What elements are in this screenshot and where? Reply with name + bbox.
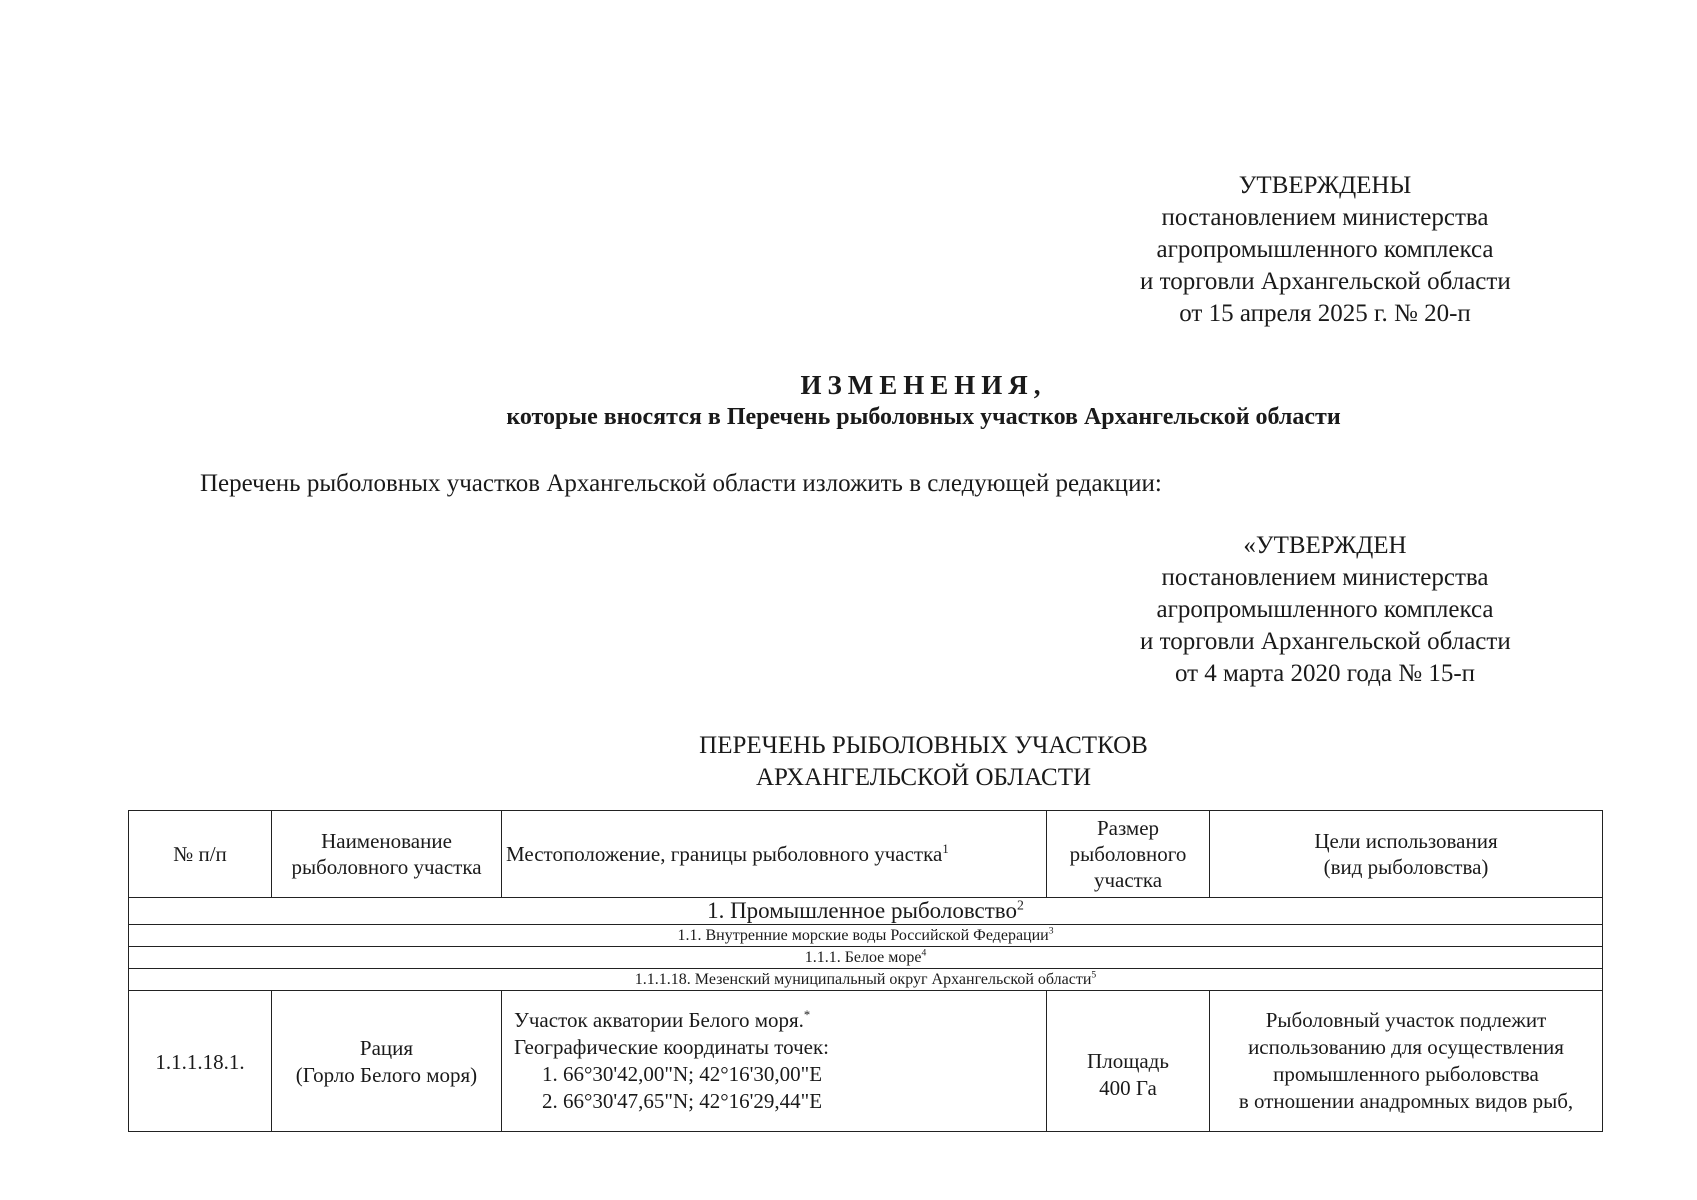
header-size-line: рыболовного (1069, 842, 1187, 866)
footnote-marker: 4 (921, 947, 927, 959)
row-goal-line: в отношении анадромных видов рыб, (1238, 1089, 1574, 1113)
section-cell (129, 898, 1603, 925)
footnote-marker: 5 (1091, 969, 1097, 981)
approval-bottom-line: «УТВЕРЖДЕН (1243, 532, 1407, 559)
list-title-line: ПЕРЕЧЕНЬ РЫБОЛОВНЫХ УЧАСТКОВ (699, 732, 1148, 759)
table-header-row (129, 811, 1603, 898)
row-name (272, 991, 502, 1132)
section-row (129, 969, 1603, 991)
section-title: 1.1. Внутренние морские воды Российской Федерации (677, 926, 1049, 944)
coordinate-item: 2. 66°30'47,65"N; 42°16'29,44"E (542, 1089, 823, 1113)
list-title-line: АРХАНГЕЛЬСКОЙ ОБЛАСТИ (755, 764, 1092, 791)
section-title: 1.1.1.18. Мезенский муниципальный округ Архангельской области (634, 970, 1092, 988)
footnote-marker: * (803, 1008, 811, 1022)
footnote-marker: 3 (1048, 925, 1054, 937)
section-title: 1. Промышленное рыболовство (707, 898, 1018, 923)
header-name (272, 811, 502, 898)
approval-bottom-line: и торговли Архангельской области (1140, 628, 1511, 655)
header-name-line: рыболовного участка (291, 855, 482, 879)
header-size-line: участка (1093, 868, 1163, 892)
section-cell (129, 925, 1603, 947)
fishing-areas-table (128, 810, 1603, 1132)
row-location (502, 991, 1047, 1132)
row-name-line: Рация (359, 1036, 414, 1060)
header-goal (1210, 811, 1603, 898)
list-title (0, 730, 1697, 794)
row-goal (1210, 991, 1603, 1132)
row-location-text: Участок акватории Белого моря. (514, 1008, 804, 1032)
coordinate-item: 1. 66°30'42,00"N; 42°16'30,00"E (542, 1062, 823, 1086)
section-row (129, 925, 1603, 947)
row-goal-line: использованию для осуществления (1248, 1035, 1564, 1059)
header-num: № п/п (129, 811, 272, 898)
row-goal-line: Рыболовный участок подлежит (1265, 1008, 1547, 1032)
header-size-line: Размер (1096, 816, 1160, 840)
row-location-line (514, 1007, 1042, 1034)
footnote-marker: 2 (1017, 897, 1024, 913)
section-cell (129, 947, 1603, 969)
approval-bottom-line: от 4 марта 2020 года № 15-п (1174, 660, 1476, 687)
approval-top-line: от 15 апреля 2025 г. № 20-п (1179, 300, 1471, 327)
approval-stamp-top (1140, 170, 1510, 330)
row-size-line: 400 Га (1099, 1076, 1157, 1100)
section-row (129, 898, 1603, 925)
section-row (129, 947, 1603, 969)
row-name-line: (Горло Белого моря) (295, 1063, 478, 1087)
section-cell (129, 969, 1603, 991)
row-size-line: Площадь (1087, 1049, 1169, 1073)
header-location (502, 811, 1047, 898)
header-name-line: Наименование (321, 829, 452, 853)
approval-bottom-line: постановлением министерства (1161, 564, 1489, 591)
intro-paragraph: Перечень рыболовных участков Архангельской области изложить в следующей редакции: (200, 470, 1162, 497)
approval-top-line: постановлением министерства (1161, 204, 1489, 231)
approval-top-line: агропромышленного комплекса (1156, 236, 1494, 263)
table-row (129, 991, 1603, 1132)
document-title: ИЗМЕНЕНИЯ, (800, 370, 1047, 400)
row-location-line: Географические координаты точек: (514, 1035, 829, 1059)
section-title: 1.1.1. Белое море (804, 948, 922, 966)
approval-bottom-line: агропромышленного комплекса (1156, 596, 1494, 623)
approval-top-line: и торговли Архангельской области (1140, 268, 1511, 295)
row-size (1047, 991, 1210, 1132)
document-subtitle: которые вносятся в Перечень рыболовных участков Архангельской области (506, 404, 1341, 430)
row-goal-line: промышленного рыболовства (1273, 1062, 1539, 1086)
header-size (1047, 811, 1210, 898)
header-location-text: Местоположение, границы рыболовного участка (506, 842, 943, 866)
approval-top-line: УТВЕРЖДЕНЫ (1238, 172, 1412, 199)
row-num: 1.1.1.18.1. (129, 991, 272, 1132)
footnote-marker: 1 (942, 842, 949, 856)
approval-stamp-bottom (1140, 530, 1510, 690)
header-goal-line: Цели использования (1314, 829, 1498, 853)
header-goal-line: (вид рыболовства) (1323, 855, 1489, 879)
